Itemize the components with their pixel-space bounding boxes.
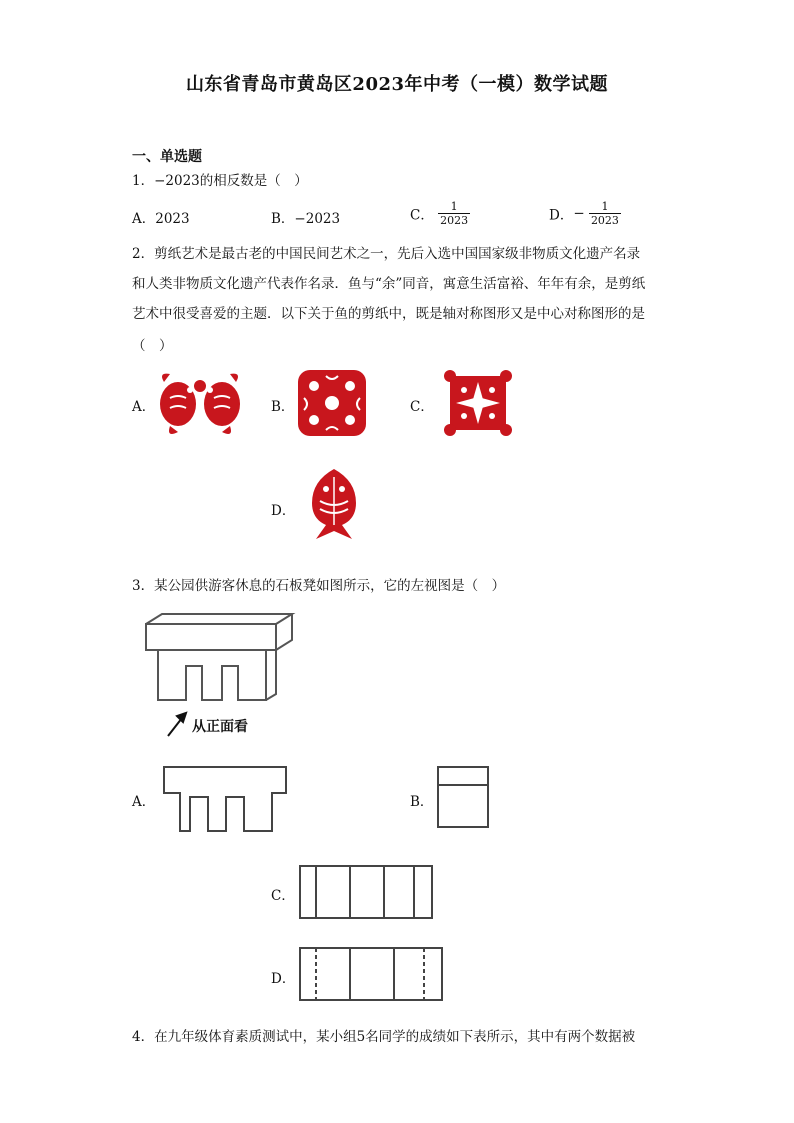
q1-option-b-label: B． (271, 211, 295, 227)
q1-option-b[interactable] (271, 207, 340, 227)
section-heading: 一、单选题 (132, 149, 202, 165)
q2-option-a-label[interactable]: A． (132, 399, 156, 415)
q2-line-2: 和人类非物质文化遗产代表作名录．鱼与“余”同音，寓意生活富裕、年年有余，是剪纸 (132, 276, 646, 292)
q2-option-b-fish-papercut-image[interactable] (296, 368, 368, 438)
q3-option-a-label[interactable]: A． (132, 794, 156, 810)
q1-option-c-numerator: 1 (438, 200, 470, 214)
q1-option-d[interactable] (549, 200, 621, 227)
q3-option-b-view-figure[interactable] (436, 765, 492, 831)
q3-option-b-label[interactable]: B． (410, 794, 434, 810)
q2-option-d-label[interactable]: D． (271, 503, 296, 519)
q1-option-c-label: C． (410, 207, 434, 224)
q1-stem: 1．−2023的相反数是（ ） (132, 173, 308, 189)
q3-stem: 3．某公园供游客休息的石板凳如图所示，它的左视图是（ ） (132, 578, 506, 594)
q1-option-c[interactable] (410, 200, 470, 227)
q1-option-b-text: −2023 (294, 211, 341, 227)
q2-line-3: 艺术中很受喜爱的主题．以下关于鱼的剪纸中，既是轴对称图形又是中心对称图形的是 (132, 306, 645, 322)
q2-option-d-fish-papercut-image[interactable] (306, 467, 362, 541)
page-title: 山东省青岛市黄岛区2023年中考（一模）数学试题 (185, 74, 609, 95)
q3-view-direction-label: 从正面看 (192, 719, 248, 735)
q3-option-d-label[interactable]: D． (271, 971, 296, 987)
q3-option-c-view-figure[interactable] (298, 864, 436, 922)
q1-option-a-text: 2023 (155, 211, 190, 227)
q2-option-a-fish-papercut-image[interactable] (156, 368, 244, 438)
q1-option-d-denominator: 2023 (590, 214, 619, 227)
q3-option-c-label[interactable]: C． (271, 888, 295, 904)
q2-line-1: 2．剪纸艺术是最古老的中国民间艺术之一，先后入选中国国家级非物质文化遗产名录 (132, 246, 641, 262)
q1-option-a-label: A． (132, 211, 156, 227)
q1-option-c-denominator: 2023 (440, 214, 469, 227)
q3-stone-bench-figure (140, 610, 300, 730)
q2-option-c-label[interactable]: C． (410, 399, 434, 415)
q2-line-4: （ ） (132, 338, 173, 354)
q1-option-d-numerator: 1 (589, 200, 621, 214)
q2-option-b-label[interactable]: B． (271, 399, 295, 415)
q2-option-c-fish-papercut-image[interactable] (442, 368, 514, 438)
q1-option-a[interactable] (132, 207, 190, 227)
q3-option-d-view-figure[interactable] (298, 946, 446, 1004)
q1-option-d-label: D． (549, 207, 574, 224)
q4-stem: 4．在九年级体育素质测试中，某小组5名同学的成绩如下表所示，其中有两个数据被 (132, 1029, 636, 1045)
q3-option-a-view-figure[interactable] (160, 763, 292, 835)
q1-option-d-sign: − (573, 205, 585, 222)
q1-option-d-fraction (589, 200, 621, 227)
q1-option-c-fraction (438, 200, 470, 227)
